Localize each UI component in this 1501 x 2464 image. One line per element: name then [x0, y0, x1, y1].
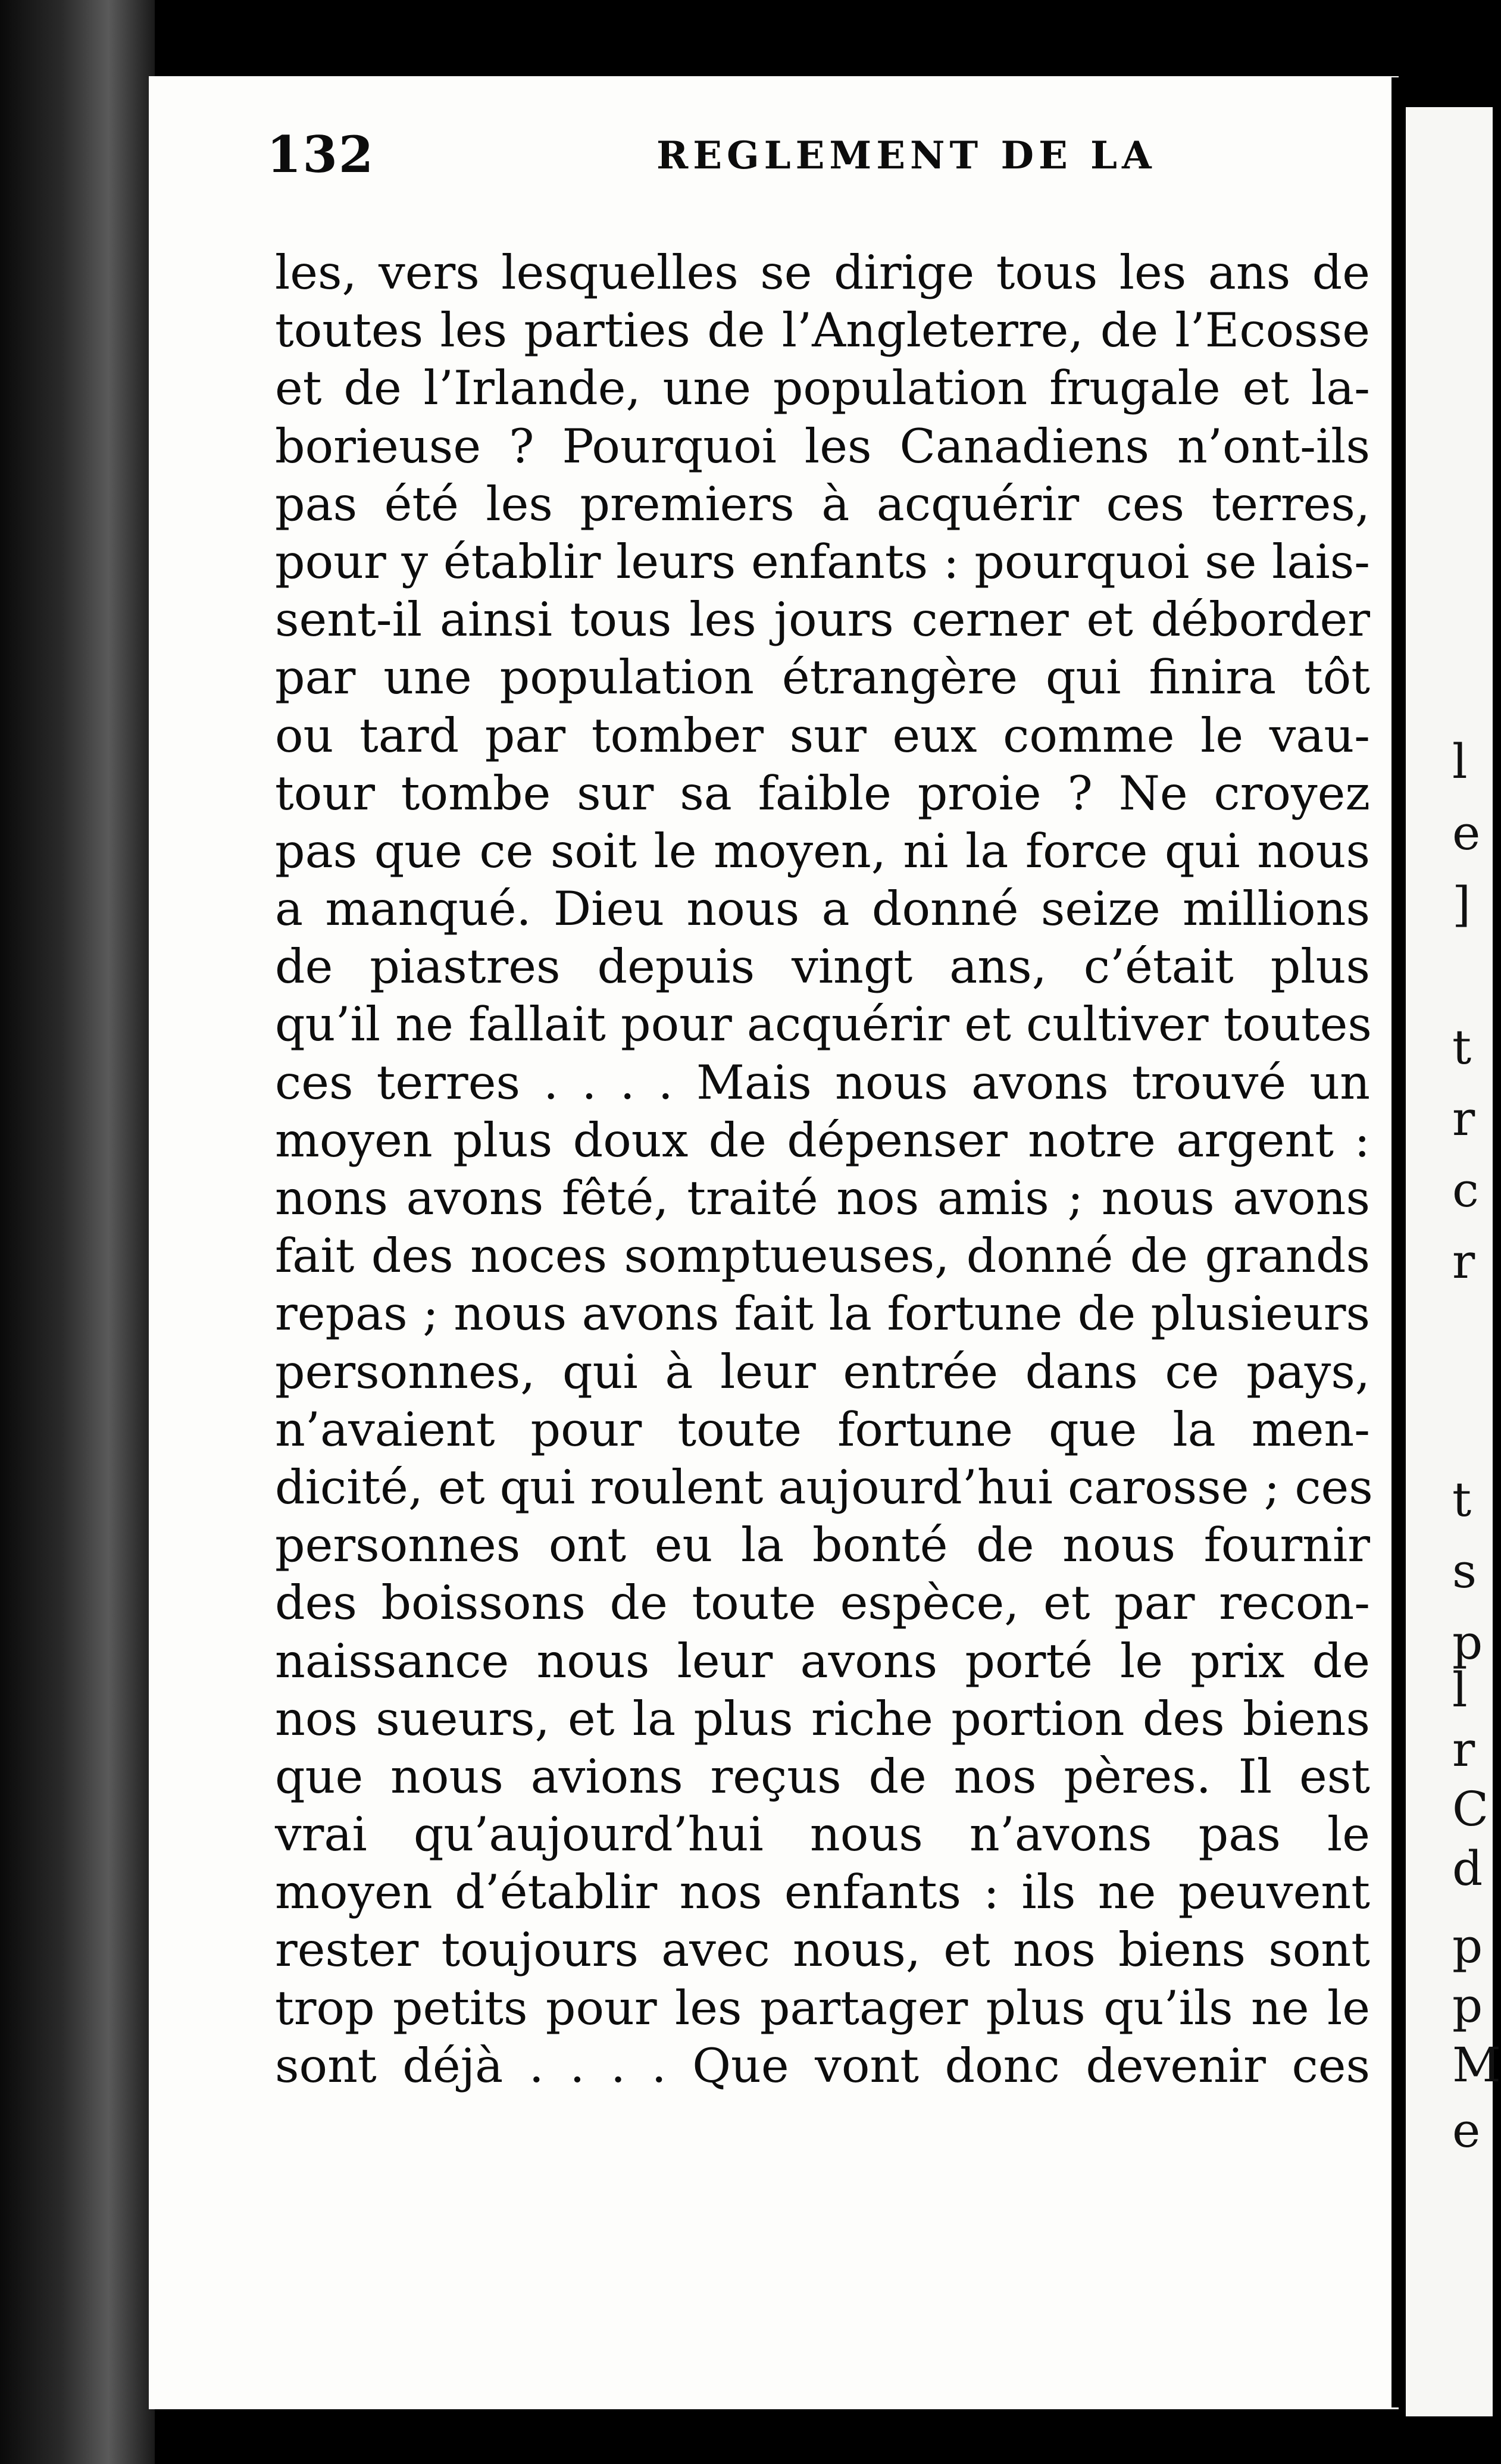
text-line: pas été les premiers à acquérir ces terres,: [275, 476, 1370, 531]
facing-page-fragment: ]: [1452, 877, 1471, 932]
text-line: que nous avions reçus de nos pères. Il est: [275, 1749, 1370, 1804]
facing-page-fragment: s: [1452, 1543, 1477, 1599]
page-edge-shadow: [1391, 77, 1406, 2407]
facing-page-fragment: t: [1452, 1472, 1472, 1527]
running-title: REGLEMENT DE LA: [656, 133, 1156, 178]
facing-page-fragment: r: [1452, 1234, 1475, 1289]
text-line: ou tard par tomber sur eux comme le vau-: [275, 708, 1370, 763]
running-head: [267, 125, 1397, 190]
text-line: vrai qu’aujourd’hui nous n’avons pas le: [275, 1807, 1370, 1862]
facing-page-fragment: r: [1452, 1091, 1475, 1146]
facing-page-fragment: d: [1452, 1841, 1483, 1896]
text-line: rester toujours avec nous, et nos biens sont: [275, 1922, 1370, 1978]
text-line: pas que ce soit le moyen, ni la force qui nous: [275, 823, 1370, 878]
facing-page-fragment: p: [1452, 1918, 1483, 1974]
text-line: borieuse ? Pourquoi les Canadiens n’ont-ils: [275, 418, 1370, 474]
text-line: moyen d’établir nos enfants : ils ne peuvent: [275, 1865, 1370, 1920]
text-line: nons avons fêté, traité nos amis ; nous avons: [275, 1171, 1370, 1225]
text-line: des boissons de toute espèce, et par recon-: [275, 1575, 1370, 1631]
facing-page-fragment: t: [1452, 1020, 1472, 1075]
text-line: sent-il ainsi tous les jours cerner et déborder: [275, 592, 1370, 648]
facing-page-fragment: r: [1452, 1722, 1475, 1777]
text-line: personnes ont eu la bonté de nous fournir: [275, 1518, 1370, 1573]
text-line: naissance nous leur avons porté le prix de: [275, 1633, 1370, 1688]
text-line: tour tombe sur sa faible proie ? Ne croyez: [275, 765, 1370, 821]
facing-page-fragment: p: [1452, 1615, 1483, 1670]
facing-page-fragment: M: [1452, 2037, 1501, 2093]
text-line: ces terres . . . . Mais nous avons trouvé un: [275, 1055, 1370, 1110]
text-line: sont déjà . . . . Que vont donc devenir ces: [275, 2038, 1370, 2093]
text-line: par une population étrangère qui finira tôt: [275, 650, 1370, 705]
text-line: fait des noces somptueuses, donné de grands: [275, 1228, 1370, 1284]
facing-page-fragment: l: [1452, 1662, 1468, 1718]
text-line: repas ; nous avons fait la fortune de plusieurs: [275, 1286, 1370, 1342]
facing-page-fragment: l: [1452, 734, 1468, 789]
text-line: trop petits pour les partager plus qu’ils ne le: [275, 1980, 1370, 2035]
text-line: et de l’Irlande, une population frugale et la-: [275, 361, 1370, 416]
text-line: toutes les parties de l’Angleterre, de l’Ecosse: [275, 303, 1370, 358]
text-line: dicité, et qui roulent aujourd’hui carosse ; ces: [275, 1459, 1373, 1515]
binding-gutter: [0, 0, 155, 2464]
text-line: pour y établir leurs enfants : pourquoi se lais-: [275, 534, 1370, 589]
facing-page-fragment: C: [1452, 1781, 1489, 1837]
facing-page-fragment: e: [1452, 805, 1481, 861]
text-line: personnes, qui à leur entrée dans ce pays,: [275, 1344, 1370, 1399]
text-line: nos sueurs, et la plus riche portion des biens: [275, 1691, 1370, 1746]
facing-page-fragment: c: [1452, 1162, 1479, 1218]
facing-page-fragment: p: [1452, 1978, 1483, 2033]
text-line: a manqué. Dieu nous a donné seize millions: [275, 881, 1370, 937]
page-number: 132: [267, 125, 375, 184]
text-line: les, vers lesquelles se dirige tous les ans de: [275, 245, 1370, 300]
facing-page-fragment: e: [1452, 2103, 1481, 2158]
text-line: moyen plus doux de dépenser notre argent :: [275, 1112, 1370, 1168]
text-line: n’avaient pour toute fortune que la men-: [275, 1402, 1370, 1457]
body-text: [275, 244, 1373, 2095]
text-line: qu’il ne fallait pour acquérir et cultiver toutes: [275, 997, 1372, 1052]
text-line: de piastres depuis vingt ans, c’était plus: [275, 939, 1370, 995]
